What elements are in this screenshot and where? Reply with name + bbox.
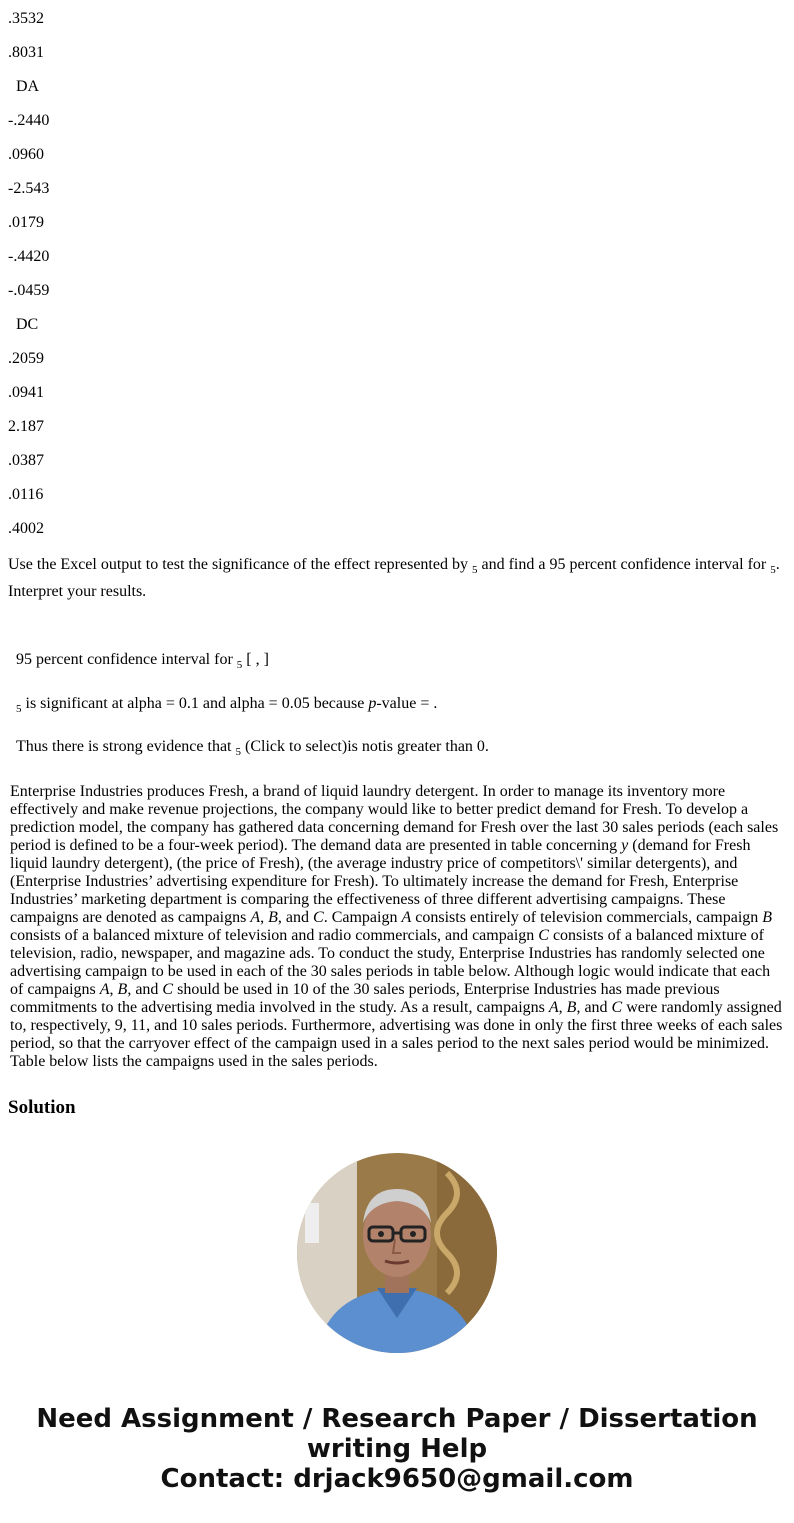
p-value-blank[interactable]: -value = . (376, 695, 438, 712)
significance-answer: $_5$ is significant at alpha = 0.1 and alpha = 0.05 because p-value = . (16, 695, 438, 715)
value-cell: -.2440 (8, 112, 50, 129)
conclusion-select[interactable]: (Click to select)is notis greater than 0. (241, 738, 489, 755)
promo-contact[interactable]: Contact: drjack9650@gmail.com (160, 1464, 634, 1494)
author-portrait-icon (297, 1153, 497, 1353)
value-cell: .8031 (8, 44, 44, 61)
confidence-interval-answer: 95 percent confidence interval for $_5$ [ , ] (16, 651, 269, 671)
value-cell: .0179 (8, 214, 44, 231)
value-cell: .2059 (8, 350, 44, 367)
promo-line: writing Help (306, 1434, 488, 1464)
promo-banner (0, 1404, 794, 1494)
value-cell: .0941 (8, 384, 44, 401)
solution-heading: Solution (8, 1097, 76, 1118)
value-cell: -.0459 (8, 282, 50, 299)
promo-line: Need Assignment / Research Paper / Dissertation (36, 1404, 758, 1434)
conclusion-answer: Thus there is strong evidence that $_5$ (Click to select)is notis greater than 0. (16, 738, 489, 758)
value-cell: -2.543 (8, 180, 50, 197)
value-cell: .3532 (8, 10, 44, 27)
value-cell: 2.187 (8, 418, 44, 435)
confidence-interval-blank[interactable]: [ , ] (242, 651, 269, 668)
regression-values (8, 0, 786, 554)
value-cell: .0387 (8, 452, 44, 469)
problem-context: Enterprise Industries produces Fresh, a brand of liquid laundry detergent. In order to manage its inventory more effectively and make revenue projections, the company would like to better predict demand for Fresh. To develop a prediction model, the company has gathered data concerning demand for Fresh over the last 30 sales periods (each sales period is defined to be a four-week period). The demand data are presented in table concerning y (demand for Fresh liquid laundry detergent), (the price of Fresh), (the average industry price of competitors\' similar detergents), and (Enterprise Industries’ advertising expenditure for Fresh). To ultimately increase the demand for Fresh, Enterprise Industries’ marketing department is comparing the effectiveness of three different advertising campaigns. These campaigns are denoted as campaigns A, B, and C. Campaign A consists entirely of television commercials, campaign B consists of a balanced mixture of television and radio commercials, and campaign C consists of a balanced mixture of television, radio, newspaper, and magazine ads. To conduct the study, Enterprise Industries has randomly selected one advertising campaign to be used in each of the 30 sales periods in table below. Although logic would indicate that each of campaigns A, B, and C should be used in 10 of the 30 sales periods, Enterprise Industries has made previous commitments to the advertising media involved in the study. As a result, campaigns A, B, and C were randomly assigned to, respectively, 9, 11, and 10 sales periods. Furthermore, advertising was done in only the first three weeks of each sales period, so that the carryover effect of the campaign used in a sales period to the next sales period would be minimized. Table below lists the campaigns used in the sales periods. (10, 783, 783, 1070)
row-label-da: DA (16, 78, 40, 95)
value-cell: .0116 (8, 486, 44, 503)
value-cell (8, 0, 786, 10)
value-cell: .0960 (8, 146, 44, 163)
portrait-image (297, 1153, 497, 1353)
row-label-dc: DC (16, 316, 39, 333)
value-cell: -.4420 (8, 248, 50, 265)
question-text: Use the Excel output to test the significance of the effect represented by $_5$ and find a 95 percent confidence interval for $_5$. Interpret your results. (8, 556, 780, 600)
value-cell: .4002 (8, 520, 44, 537)
document-page (8, 0, 786, 1119)
